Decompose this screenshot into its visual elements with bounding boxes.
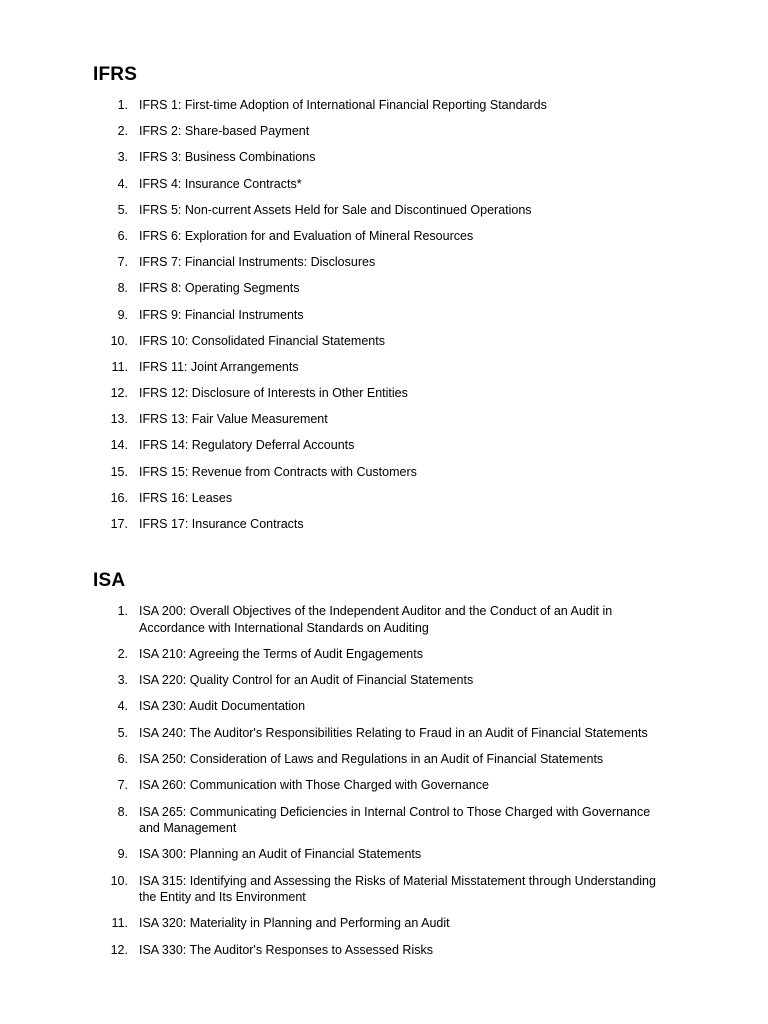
isa-list-item	[0, 873, 768, 906]
ifrs-list-item	[0, 228, 768, 245]
list-item-text: IFRS 11: Joint Arrangements	[139, 359, 299, 374]
list-item-text: IFRS 5: Non-current Assets Held for Sale and Discontinued Operations	[139, 202, 532, 217]
list-item-text: ISA 300: Planning an Audit of Financial Statements	[139, 847, 422, 862]
ifrs-list-item	[0, 359, 768, 376]
list-item-number: 5.	[117, 725, 128, 740]
ifrs-list-item	[0, 516, 768, 533]
list-item-text: IFRS 13: Fair Value Measurement	[139, 412, 328, 427]
list-item-number: 12.	[110, 386, 128, 401]
list-item-text: IFRS 12: Disclosure of Interests in Other Entities	[139, 386, 408, 401]
list-item-number: 15.	[110, 464, 128, 479]
isa-list-item	[0, 942, 768, 959]
list-item-number: 12.	[110, 942, 128, 957]
list-item-text: ISA 320: Materiality in Planning and Performing an Audit	[139, 916, 450, 931]
list-item-number: 8.	[117, 804, 128, 819]
list-item-number: 9.	[117, 847, 128, 862]
ifrs-list-item	[0, 411, 768, 428]
isa-list-item	[0, 698, 768, 715]
list-item-text: ISA 220: Quality Control for an Audit of Financial Statements	[139, 673, 474, 688]
list-item-number: 1.	[117, 98, 128, 112]
list-item-text: IFRS 10: Consolidated Financial Statements	[139, 333, 385, 348]
ifrs-list-item	[0, 123, 768, 140]
ifrs-list-item	[0, 254, 768, 271]
list-item-text: ISA 230: Audit Documentation	[139, 699, 306, 714]
ifrs-list-item	[0, 280, 768, 297]
isa-list-item	[0, 846, 768, 863]
ifrs-list-item	[0, 490, 768, 507]
list-item-number: 2.	[117, 646, 128, 661]
list-item-number: 10.	[110, 873, 128, 888]
isa-list-item	[0, 672, 768, 689]
list-item-number: 17.	[110, 517, 128, 531]
isa-list-item	[0, 751, 768, 768]
list-item-number: 9.	[117, 307, 128, 322]
ifrs-list-item	[0, 307, 768, 324]
ifrs-list-item	[0, 97, 768, 114]
isa-standards-list	[0, 603, 768, 968]
list-item-text: ISA 210: Agreeing the Terms of Audit Engagements	[139, 646, 423, 661]
list-item-text: ISA 265: Communicating Deficiencies in Internal Control to Those Charged with Governance and Management	[139, 804, 651, 836]
isa-list-item	[0, 777, 768, 794]
list-item-text: IFRS 16: Leases	[139, 490, 233, 505]
list-item-text: IFRS 15: Revenue from Contracts with Customers	[139, 464, 417, 479]
list-item-number: 11.	[111, 359, 128, 374]
ifrs-list-item	[0, 464, 768, 481]
list-item-text: IFRS 3: Business Combinations	[139, 150, 316, 165]
list-item-number: 16.	[110, 490, 128, 505]
list-item-text: ISA 250: Consideration of Laws and Regulations in an Audit of Financial Statements	[139, 751, 604, 766]
list-item-text: ISA 260: Communication with Those Charged with Governance	[139, 778, 489, 793]
list-item-number: 8.	[117, 281, 128, 296]
ifrs-standards-list	[0, 97, 768, 542]
list-item-number: 11.	[111, 916, 128, 931]
list-item-number: 7.	[117, 778, 128, 793]
list-item-number: 5.	[117, 202, 128, 217]
ifrs-list-item	[0, 176, 768, 193]
ifrs-section-heading: IFRS	[93, 64, 138, 85]
isa-list-item	[0, 725, 768, 742]
isa-section-heading: ISA	[93, 570, 126, 591]
list-item-text: IFRS 2: Share-based Payment	[139, 124, 310, 139]
list-item-number: 6.	[117, 751, 128, 766]
list-item-text: IFRS 9: Financial Instruments	[139, 307, 304, 322]
ifrs-list-item	[0, 437, 768, 454]
list-item-text: IFRS 7: Financial Instruments: Disclosures	[139, 255, 376, 270]
ifrs-list-item	[0, 149, 768, 166]
list-item-text: ISA 315: Identifying and Assessing the Risks of Material Misstatement through Understanding the Entity and Its Environment	[139, 873, 656, 905]
list-item-text: ISA 330: The Auditor's Responses to Assessed Risks	[139, 942, 433, 957]
list-item-number: 10.	[110, 333, 128, 348]
list-item-number: 6.	[117, 228, 128, 243]
list-item-number: 3.	[117, 150, 128, 165]
list-item-text: IFRS 4: Insurance Contracts*	[139, 176, 302, 191]
list-item-text: ISA 240: The Auditor's Responsibilities Relating to Fraud in an Audit of Financial Statements	[139, 725, 648, 740]
list-item-text: IFRS 8: Operating Segments	[139, 281, 300, 296]
list-item-text: ISA 200: Overall Objectives of the Independent Auditor and the Conduct of an Audit in Accordance with International Standards on Auditing	[139, 604, 613, 635]
list-item-number: 13.	[110, 412, 128, 427]
ifrs-list-item	[0, 333, 768, 350]
isa-list-item	[0, 603, 768, 636]
list-item-text: IFRS 1: First-time Adoption of International Financial Reporting Standards	[139, 98, 547, 112]
isa-list-item	[0, 915, 768, 932]
ifrs-list-item	[0, 385, 768, 402]
list-item-number: 3.	[117, 673, 128, 688]
isa-list-item	[0, 646, 768, 663]
list-item-text: IFRS 6: Exploration for and Evaluation of Mineral Resources	[139, 228, 474, 243]
list-item-text: IFRS 14: Regulatory Deferral Accounts	[139, 438, 355, 453]
list-item-number: 2.	[117, 124, 128, 139]
list-item-number: 4.	[117, 176, 128, 191]
list-item-text: IFRS 17: Insurance Contracts	[139, 517, 304, 531]
list-item-number: 7.	[117, 255, 128, 270]
list-item-number: 14.	[110, 438, 128, 453]
isa-list-item	[0, 804, 768, 837]
list-item-number: 4.	[117, 699, 128, 714]
list-item-number: 1.	[117, 604, 128, 618]
ifrs-list-item	[0, 202, 768, 219]
